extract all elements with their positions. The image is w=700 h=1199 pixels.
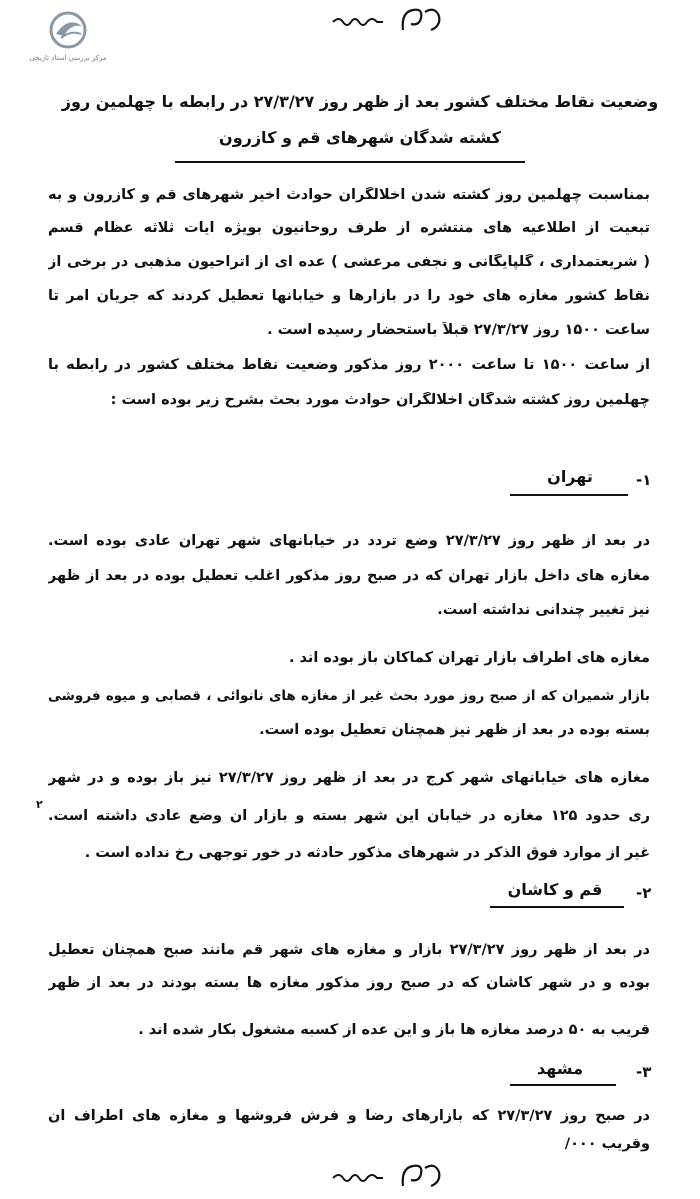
section-line: نیز تغییر چندانی نداشته است. [437,602,650,618]
archive-logo [18,10,118,70]
intro-line: بمناسبت چهلمین روز کشته شدن اخلالگران حوادث اخیر شهرهای قم و کازرون و به [48,187,650,203]
handwritten-mark-bottom [325,1156,445,1192]
section-title-underline [510,494,628,496]
section-line: مغازه های داخل بازار تهران که در صبح روز مذکور اغلب تعطیل بوده در بعد از ظهر [48,568,650,584]
summary-line: از ساعت ۱۵۰۰ تا ساعت ۲۰۰۰ روز مذکور وضعیت نقاط مختلف کشور در رابطه با [48,357,650,373]
section-line: بازار شمیران که از صبح روز مورد بحث غیر از مغازه های نانوائی ، قصابی و میوه فروشی [48,688,650,704]
section-title-underline [510,1084,616,1086]
section-line: مغازه های خیابانهای شهر کرج در بعد از ظهر روز ۲۷/۳/۲۷ نیز باز بوده و در شهر [48,770,650,786]
section-line: قریب به ۵۰ درصد مغازه ها باز و این عده از کسبه مشغول بکار شده اند . [138,1022,650,1038]
section-title-qom-kashan: قم و کاشان [507,880,603,899]
archive-logo-text: مرکز بررسی اسناد تاریخی [29,54,107,62]
archive-emblem-icon [46,10,90,50]
intro-line: نقاط کشور مغازه های خود را در بازارها و خیابانها تعطیل کردند که جریان امر تا [48,288,650,304]
intro-line: تبعیت از اطلاعیه های منتشره از طرف روحانیون بویژه آیات ثلاثه عظام قسم [48,220,650,236]
section-line: ری حدود ۱۲۵ مغازه در خیابان این شهر بسته و بازار آن وضع عادی داشته است. [48,808,650,824]
section-line: غیر از موارد فوق الذکر در شهرهای مذکور حادثه در خور توجهی رخ نداده است . [84,845,650,861]
section-line: بسته بوده در بعد از ظهر نیز همچنان تعطیل بوده است. [259,722,650,738]
summary-line: چهلمین روز کشته شدگان اخلالگران حوادث مورد بحث بشرح زیر بوده است : [110,392,650,408]
handwritten-mark-top [325,2,445,38]
section-number: ۳- [636,1063,652,1081]
section-line: وقریب ۰۰۰/ [564,1136,650,1152]
margin-mark: ۲ [36,798,43,811]
section-line: مغازه های اطراف بازار تهران کماکان باز بوده اند . [288,650,650,666]
section-title-tehran: تهران [547,467,593,486]
section-line: در بعد از ظهر روز ۲۷/۳/۲۷ وضع تردد در خیابانهای شهر تهران عادی بوده است. [48,533,650,549]
section-title-underline [490,906,624,908]
intro-line: ( شریعتمداری ، گلپایگانی و نجفی مرعشی ) عده ای از اتراحیون مذهبی در برخی از [48,254,650,270]
document-title-line-2: کشته شدگان شهرهای قم و کازرون [219,128,501,147]
intro-line: ساعت ۱۵۰۰ روز ۲۷/۳/۲۷ قبلاً باستحضار رسیده است . [267,322,650,338]
section-line: بوده و در شهر کاشان که در صبح روز مذکور مغازه ها بسته بودند در بعد از ظهر [48,975,650,991]
section-line: در بعد از ظهر روز ۲۷/۳/۲۷ بازار و مغازه های شهر قم مانند صبح همچنان تعطیل [48,942,650,958]
section-line: در صبح روز ۲۷/۳/۲۷ که بازارهای رضا و فرش فروشها و مغازه های اطراف آن [48,1108,650,1124]
section-number: ۱- [636,471,652,489]
title-underline [175,161,525,163]
section-number: ۲- [636,884,652,902]
section-title-mashhad: مشهد [537,1059,583,1078]
document-title-line-1: وضعیت نقاط مختلف کشور بعد از ظهر روز ۲۷/۳/۲۷ در رابطه با چهلمین روز [61,92,659,111]
